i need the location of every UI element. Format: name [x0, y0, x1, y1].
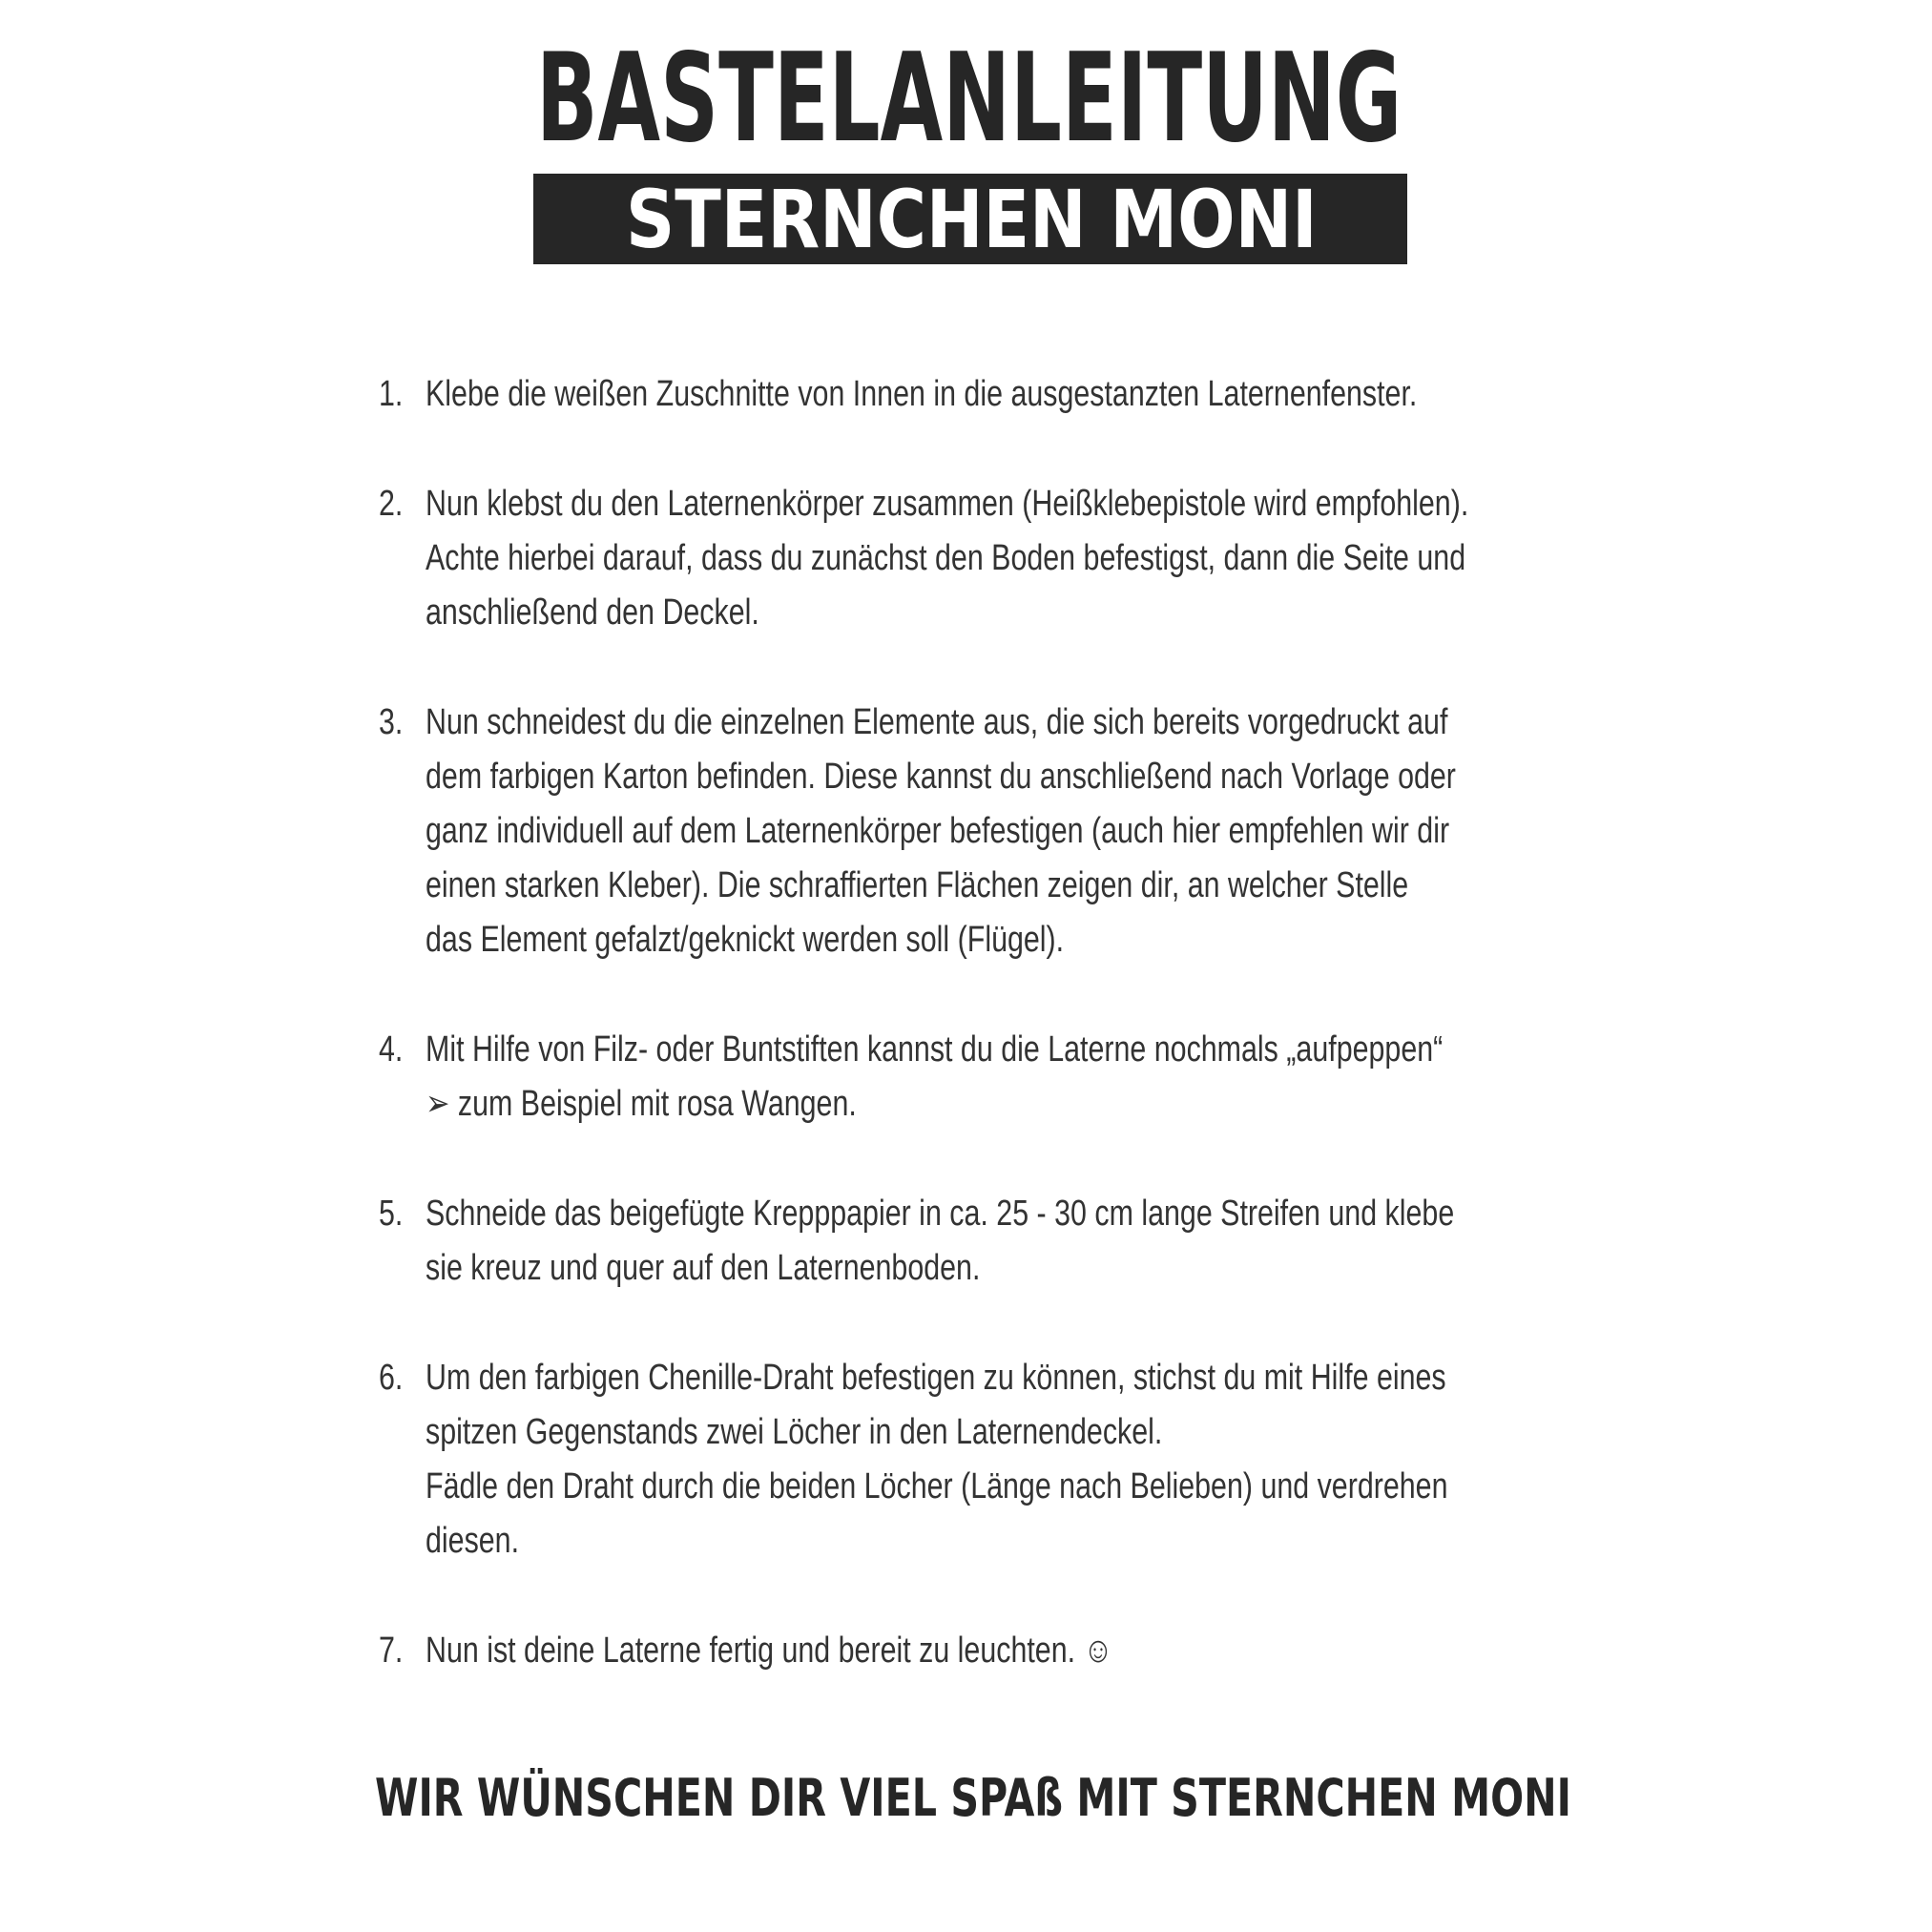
step-text-line: das Element gefalzt/geknickt werden soll (Flügel).	[426, 920, 1065, 960]
footer-slogan: WIR WÜNSCHEN DIR VIEL SPAß MIT STERNCHEN MONI	[375, 1768, 1571, 1828]
step-text-line: Schneide das beigefügte Krepppapier in ca. 25 - 30 cm lange Streifen und klebe	[426, 1194, 1455, 1234]
step-text-line: ➢ zum Beispiel mit rosa Wangen.	[426, 1084, 857, 1124]
step-text-line: Achte hierbei darauf, dass du zunächst den Boden befestigst, dann die Seite und	[426, 538, 1466, 578]
step-text-line: sie kreuz und quer auf den Laternenboden.	[426, 1248, 981, 1288]
step-number: 1.	[379, 374, 404, 414]
step-number: 5.	[379, 1194, 404, 1234]
instruction-step	[379, 1023, 1619, 1132]
step-number: 6.	[379, 1358, 404, 1398]
step-number: 7.	[379, 1631, 404, 1671]
instruction-step	[379, 1187, 1619, 1296]
page-title: BASTELANLEITUNG	[536, 28, 1402, 170]
instruction-step	[379, 1351, 1619, 1568]
step-text-line: Nun klebst du den Laternenkörper zusammen (Heißklebepistole wird empfohlen).	[426, 484, 1469, 524]
step-number: 4.	[379, 1029, 404, 1070]
step-text-line: einen starken Kleber). Die schraffierten Flächen zeigen dir, an welcher Stelle	[426, 865, 1409, 905]
instruction-step	[379, 477, 1619, 640]
instruction-list	[379, 367, 1619, 1734]
step-text-line: diesen.	[426, 1521, 520, 1561]
step-text-line: spitzen Gegenstands zwei Löcher in den Laternendeckel.	[426, 1412, 1163, 1452]
step-text-line: anschließend den Deckel.	[426, 592, 759, 633]
step-text-line: Klebe die weißen Zuschnitte von Innen in die ausgestanzten Laternenfenster.	[426, 374, 1418, 414]
step-text-line: Nun ist deine Laterne fertig und bereit zu leuchten. ☺	[426, 1631, 1113, 1671]
instruction-step	[379, 1624, 1619, 1678]
step-number: 2.	[379, 484, 404, 524]
instruction-step	[379, 696, 1619, 967]
brand-subtitle: STERNCHEN MONI	[626, 173, 1318, 266]
step-text-line: dem farbigen Karton befinden. Diese kannst du anschließend nach Vorlage oder	[426, 757, 1456, 797]
step-text-line: Fädle den Draht durch die beiden Löcher (Länge nach Belieben) und verdrehen	[426, 1466, 1448, 1506]
instruction-step	[379, 367, 1619, 422]
step-text-line: Um den farbigen Chenille-Draht befestigen zu können, stichst du mit Hilfe eines	[426, 1358, 1446, 1398]
step-number: 3.	[379, 702, 404, 742]
step-text-line: Nun schneidest du die einzelnen Elemente aus, die sich bereits vorgedruckt auf	[426, 702, 1448, 742]
step-text-line: Mit Hilfe von Filz- oder Buntstiften kannst du die Laterne nochmals „aufpeppen“	[426, 1029, 1444, 1070]
step-text-line: ganz individuell auf dem Laternenkörper befestigen (auch hier empfehlen wir dir	[426, 811, 1450, 851]
